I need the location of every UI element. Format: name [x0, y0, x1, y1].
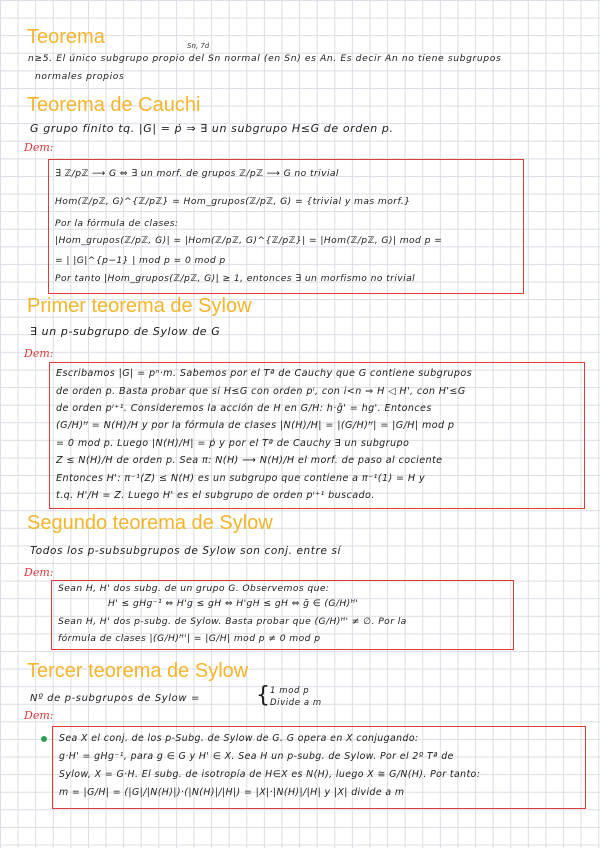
margin-annotation: Sn, 7d: [187, 42, 210, 50]
proof-line: (G/H)ᴴ = N(H)/H y por la fórmula de clases |N(H)/H| = |(G/H)ᴴ| = |G/H| mod p: [56, 420, 455, 431]
proof-line: t.q. H'/H = Z. Luego H' es el subgrupo de orden pⁱ⁺¹ buscado.: [56, 490, 375, 501]
proof-line: g·H' = gHg⁻¹, para g ∈ G y H' ∈ X. Sea H un p-subg. de Sylow. Por el 2º Tª de: [59, 751, 454, 762]
proof-line: H' ≤ gHg⁻¹ ⇔ H'g ≤ gH ⇔ H'gH ≤ gH ⇔ ḡ ∈ (G/H)ᴴ': [108, 598, 359, 609]
brace-top: 1 mod p: [270, 686, 310, 696]
proof-line: Hom(ℤ/pℤ, G)^{ℤ/pℤ} = Hom_grupos(ℤ/pℤ, G) = {trivial y mas morf.}: [55, 196, 411, 207]
proof-line: m = |G/H| = (|G|/|N(H)|)·(|N(H)|/|H|) = |X|·|N(H)|/|H| y |X| divide a m: [59, 787, 405, 798]
sylow1-statement: ∃ un p-subgrupo de Sylow de G: [30, 325, 221, 338]
proof-line: de orden p. Basta probar que si H≤G con orden pⁱ, con i<n ⇒ H ◁ H', con H'≤G: [56, 386, 466, 397]
proof-line: = 0 mod p. Luego |N(H)/H| = ṗ y por el Tª de Cauchy ∃ un subgrupo: [56, 438, 410, 449]
sylow1-dem-label: Dem:: [24, 347, 54, 360]
sylow3-statement: Nº de p-subgrupos de Sylow =: [30, 693, 200, 704]
proof-line: Escribamos |G| = pⁿ·m. Sabemos por el Tª de Cauchy que G contiene subgrupos: [56, 368, 473, 379]
proof-line: Sylow, X = G·H. El subg. de isotropía de H∈X es N(H), luego X ≅ G/N(H). Por tanto:: [59, 769, 481, 780]
sylow2-title: Segundo teorema de Sylow: [27, 512, 273, 534]
proof-line: de orden pⁱ⁺¹. Consideremos la acción de H en G/H: h·ḡ' = h̄g'. Entonces: [56, 403, 432, 414]
brace-icon: {: [256, 683, 271, 708]
sylow2-statement: Todos los p-subsubgrupos de Sylow son conj. entre sí: [30, 545, 342, 557]
theorem-statement-line-2: normales propios: [35, 71, 125, 82]
cauchy-statement: G grupo finito tq. |G| = ṗ ⇒ ∃ un subgrupo H≤G de orden p.: [30, 122, 394, 135]
theorem-title: Teorema: [27, 26, 105, 48]
proof-line: Entonces H': π⁻¹(Z) ≤ N(H) es un subgrupo que contiene a π⁻¹(1) = H y: [56, 473, 426, 484]
proof-line: Z ≤ N(H)/H de orden p. Sea π: N(H) ⟶ N(H)/H el morf. de paso al cociente: [56, 455, 443, 466]
proof-line: Por la fórmula de clases:: [55, 218, 179, 229]
proof-line: ∃ ℤ/pℤ ⟶ G ⇔ ∃ un morf. de grupos ℤ/pℤ ⟶ G no trivial: [55, 168, 339, 179]
proof-line: Sean H, H' dos subg. de un grupo G. Observemos que:: [58, 583, 330, 594]
sylow2-proof-box: [51, 580, 514, 650]
theorem-statement-line-1: n≥5. El único subgrupo propio del Sn normal (en Sn) es An. Es decir An no tiene subgrupos: [28, 53, 502, 64]
sylow3-proof-box: [52, 726, 586, 809]
proof-line: = | |G|^{p−1} | mod p = 0 mod p: [55, 255, 226, 266]
brace-bottom: Divide a m: [270, 698, 322, 708]
sylow3-title: Tercer teorema de Sylow: [27, 660, 249, 682]
bullet-icon: [41, 736, 47, 742]
proof-line: fórmula de clases |(G/H)ᴴ'| = |G/H| mod p ≠ 0 mod p: [58, 633, 321, 644]
proof-line: Sean H, H' dos p-subg. de Sylow. Basta probar que (G/H)ᴴ' ≠ ∅. Por la: [58, 616, 407, 627]
sylow1-proof-box: [49, 362, 585, 509]
cauchy-title: Teorema de Cauchi: [27, 94, 201, 116]
sylow1-title: Primer teorema de Sylow: [27, 295, 252, 317]
sylow2-dem-label: Dem:: [24, 566, 54, 579]
cauchy-dem-label: Dem:: [24, 141, 54, 154]
proof-line: Por tanto |Hom_grupos(ℤ/pℤ, G)| ≥ 1, entonces ∃ un morfismo no trivial: [55, 273, 416, 284]
cauchy-proof-box: [48, 159, 524, 294]
proof-line: |Hom_grupos(ℤ/pℤ, G)| = |Hom(ℤ/pℤ, G)^{ℤ/pℤ}| = |Hom(ℤ/pℤ, G)| mod p =: [55, 235, 443, 246]
proof-line: Sea X el conj. de los p-Subg. de Sylow de G. G opera en X conjugando:: [59, 733, 419, 744]
sylow3-dem-label: Dem:: [24, 709, 54, 722]
